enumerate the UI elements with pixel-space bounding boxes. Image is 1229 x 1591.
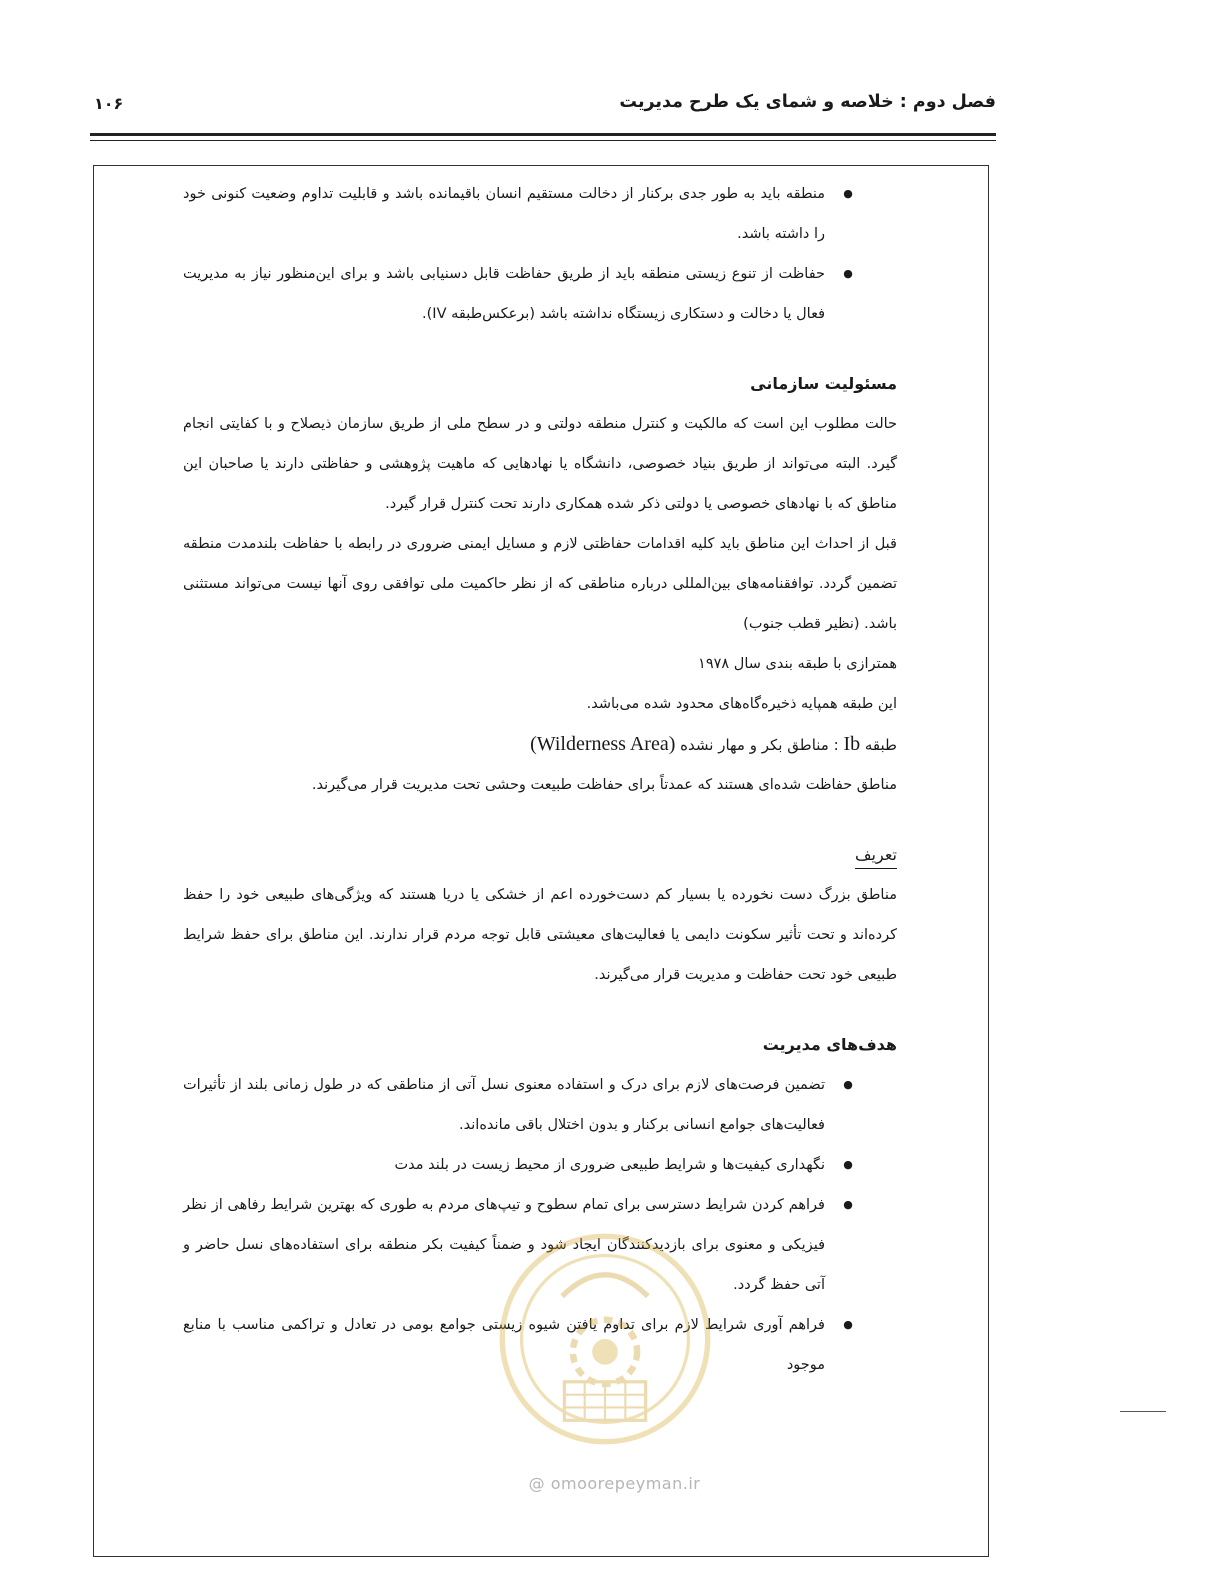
definition-heading <box>183 835 897 875</box>
category-code: Ib <box>843 733 861 755</box>
list-item: ● فراهم کردن شرایط دسترسی برای تمام سطوح و تیپ‌های مردم به طوری که بهترین شرایط رفاهی از نظر فیزیکی و معنوی برای بازدیدکنندگان ایجاد شود و ضمناً کیفیت بکر منطقه برای استفاده‌های نسل حاضر و آتی حفظ گردد. <box>183 1185 897 1305</box>
category-prefix: طبقه <box>864 736 897 754</box>
page-header <box>90 88 996 124</box>
category-title <box>183 724 897 765</box>
header-rule-thin <box>90 140 996 141</box>
section-heading-management: هدف‌های مدیریت <box>762 1035 897 1054</box>
list-item: ● فراهم آوری شرایط لازم برای تداوم یافتن شیوه زیستی جوامع بومی در تعادل و تراکمی مناسب با منابع موجود <box>183 1305 897 1385</box>
paragraph: حالت مطلوب این است که مالکیت و کنترل منطقه دولتی و در سطح ملی از طریق سازمان ذیصلاح و با کفایتی انجام گیرد. البته می‌تواند از طریق بنیاد خصوصی، دانشگاه یا نهادهایی که ماهیت پژوهشی و حفاظتی دارند یا صاحبان این مناطق که با نهادهای خصوصی یا دولتی ذکر شده همکاری دارند تحت کنترل قرار گیرد. <box>183 416 897 512</box>
bullet-icon: ● <box>843 267 853 280</box>
bullet-icon: ● <box>843 1198 853 1211</box>
section-heading-organizational: مسئولیت سازمانی <box>750 374 897 393</box>
chapter-title: فصل دوم : خلاصه و شمای یک طرح مدیریت <box>619 92 996 112</box>
bullet-icon: ● <box>843 1318 853 1331</box>
definition-text: مناطق بزرگ دست نخورده یا بسیار کم دست‌خورده اعم از خشکی یا دریا هستند که ویژگی‌های طبیعی خود را حفظ کرده‌اند و تحت تأثیر سکونت دایمی یا فعالیت‌های معیشتی قابل توجه مردم قرار ندارند. این مناطق برای حفظ شرایط طبیعی خود تحت حفاظت و مدیریت قرار می‌گیرند. <box>183 887 897 983</box>
bullet-icon: ● <box>843 1158 853 1171</box>
margin-mark <box>1120 1411 1166 1412</box>
list-item: ● نگهداری کیفیت‌ها و شرایط طبیعی ضروری از محیط زیست در بلند مدت <box>183 1145 897 1185</box>
definition-label: تعریف <box>854 845 897 864</box>
category-description: مناطق حفاظت شده‌ای هستند که عمدتاً برای حفاظت طبیعت وحشی تحت مدیریت قرار می‌گیرند. <box>311 777 897 793</box>
page-body <box>183 174 897 1385</box>
list-item: ● حفاظت از تنوع زیستی منطقه باید از طریق حفاظت قابل دسنیابی باشد و برای این‌منظور نیاز به مدیریت فعال یا دخالت و دستکاری زیستگاه نداشته باشد (برعکس‌طبقه IV). <box>183 254 897 334</box>
paragraph: قبل از احداث این مناطق باید کلیه اقدامات حفاظتی لازم و مسایل ایمنی ضروری در رابطه با حفاظت بلندمدت منطقه تضمین گردد. توافقنامه‌های بین‌المللی درباره مناطقی که از نظر حاکمیت ملی توافقی روی آنها نیست می‌تواند مستثنی باشد. (نظیر قطب جنوب) <box>183 536 897 632</box>
category-english-name: (Wilderness Area) <box>530 733 676 755</box>
header-rule-thick <box>90 133 996 136</box>
top-bullet-list <box>183 174 897 334</box>
management-bullet-list <box>183 1065 897 1385</box>
list-item: ● تضمین فرصت‌های لازم برای درک و استفاده معنوی نسل آتی از مناطقی که در طول زمانی بلند از تأثیرات فعالیت‌های جوامع انسانی برکنار و بدون اختلال باقی مانده‌اند. <box>183 1065 897 1145</box>
category-persian-name: : مناطق بکر و مهار نشده <box>680 736 839 754</box>
watermark-text: @ omoorepeyman.ir <box>528 1474 701 1493</box>
bullet-icon: ● <box>843 1078 853 1091</box>
equivalence-note: این طبقه همپایه ذخیره‌گاه‌های محدود شده می‌باشد. <box>586 696 897 712</box>
list-item: ● منطقه باید به طور جدی برکنار از دخالت مستقیم انسان باقیمانده باشد و قابلیت تداوم وضعیت کنونی خود را داشته باشد. <box>183 174 897 254</box>
equivalence-line: همترازی با طبقه بندی سال ۱۹۷۸ <box>698 656 897 672</box>
page-number: ۱۰۶ <box>94 94 124 113</box>
bullet-icon: ● <box>843 187 853 200</box>
